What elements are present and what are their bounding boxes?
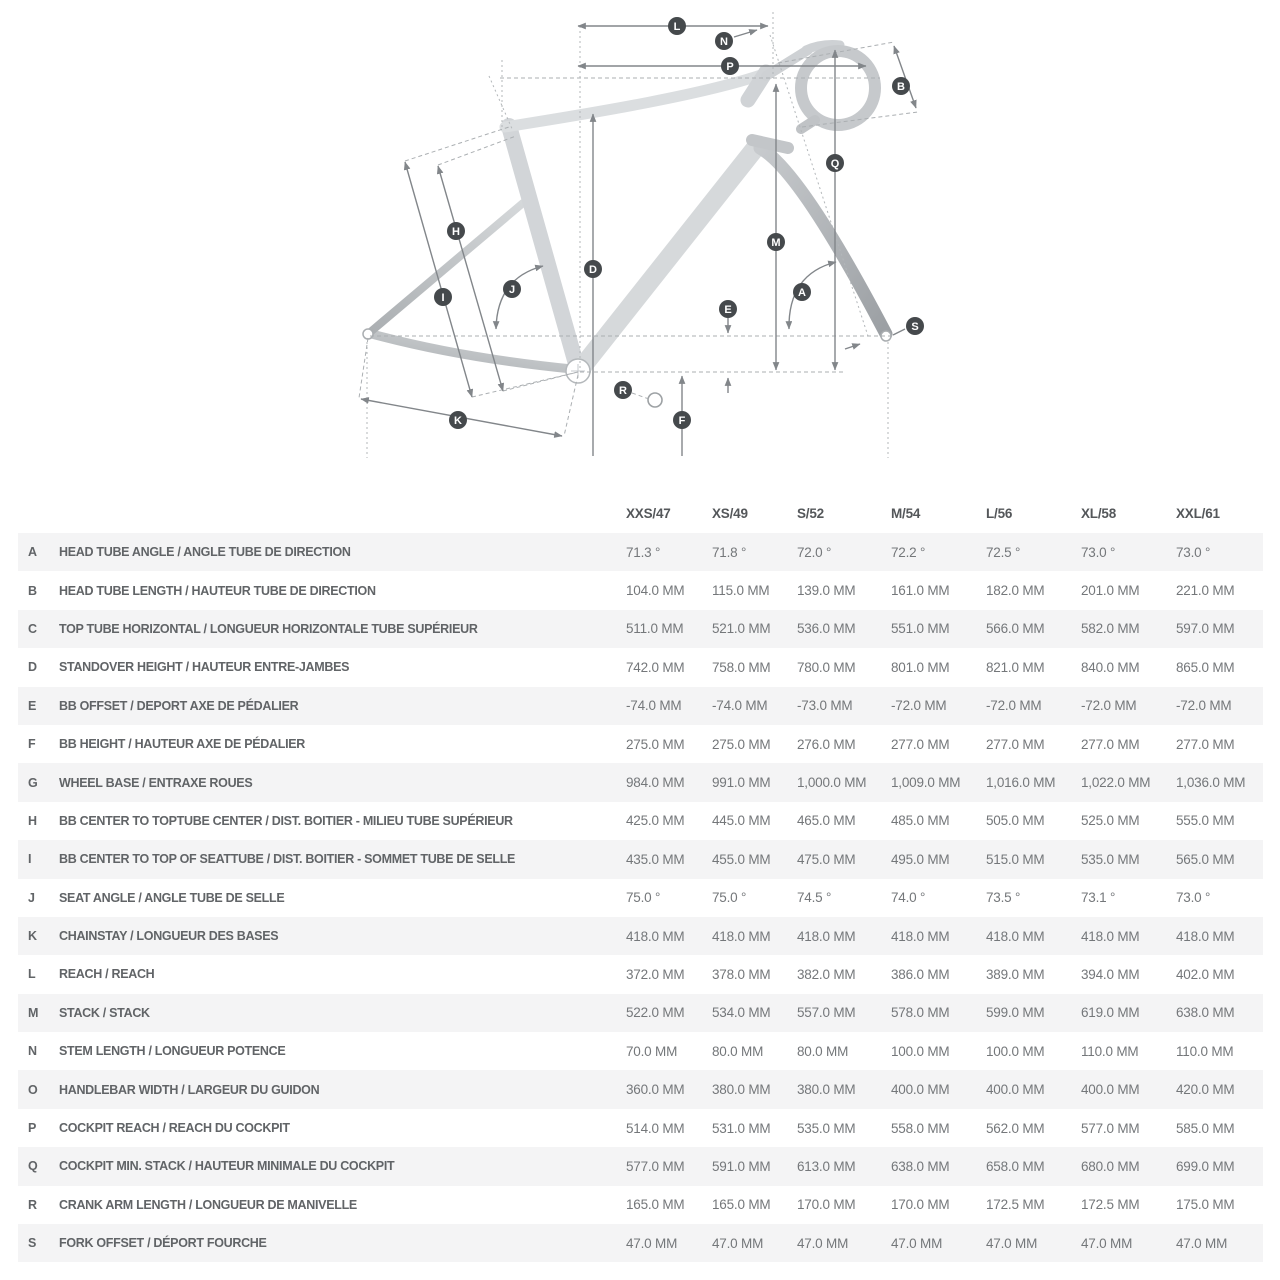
row-letter: P — [28, 1121, 37, 1136]
value-cell: 840.0 MM — [1081, 659, 1140, 675]
column-header-xxs-47: XXS/47 — [626, 506, 671, 521]
marker-letter: F — [678, 415, 686, 427]
marker-letter: M — [771, 237, 781, 249]
value-cell: 275.0 MM — [712, 736, 771, 752]
value-cell: 382.0 MM — [797, 966, 856, 982]
value-cell: 47.0 MM — [712, 1235, 764, 1251]
value-cell: 73.1 ° — [1081, 890, 1116, 906]
value-cell: 638.0 MM — [891, 1158, 950, 1174]
top-tube — [505, 74, 764, 127]
value-cell: 47.0 MM — [797, 1235, 849, 1251]
marker-badge-s — [906, 317, 924, 335]
table-row-n — [18, 1032, 1263, 1070]
marker-letter: K — [454, 415, 462, 427]
row-letter: K — [28, 929, 37, 944]
value-cell: 72.5 ° — [986, 544, 1021, 560]
value-cell: -72.0 MM — [986, 698, 1042, 714]
value-cell: 74.5 ° — [797, 890, 832, 906]
value-cell: 277.0 MM — [1176, 736, 1235, 752]
row-letter: E — [28, 698, 37, 713]
table-row-r — [18, 1186, 1263, 1224]
marker-letter: N — [720, 36, 728, 48]
value-cell: 485.0 MM — [891, 813, 950, 829]
value-cell: 47.0 MM — [986, 1235, 1038, 1251]
value-cell: 277.0 MM — [891, 736, 950, 752]
value-cell: 613.0 MM — [797, 1158, 856, 1174]
row-label: HANDLEBAR WIDTH / LARGEUR DU GUIDON — [59, 1082, 320, 1097]
marker-badges — [434, 17, 924, 429]
row-letter: M — [28, 1005, 39, 1020]
value-cell: 360.0 MM — [626, 1082, 685, 1098]
value-cell: 1,022.0 MM — [1081, 775, 1151, 791]
row-letter: O — [28, 1082, 38, 1097]
value-cell: 591.0 MM — [712, 1158, 771, 1174]
marker-letter: J — [508, 284, 516, 296]
value-cell: 551.0 MM — [891, 621, 950, 637]
value-cell: 74.0 ° — [891, 890, 926, 906]
table-row-g — [18, 763, 1263, 801]
marker-badge-p — [721, 57, 739, 75]
row-label: STEM LENGTH / LONGUEUR POTENCE — [59, 1044, 286, 1059]
marker-letter: I — [441, 292, 445, 304]
value-cell: 80.0 MM — [797, 1043, 849, 1059]
value-cell: 758.0 MM — [712, 659, 771, 675]
row-letter: J — [28, 890, 35, 905]
value-cell: 72.2 ° — [891, 544, 926, 560]
value-cell: 170.0 MM — [891, 1197, 950, 1213]
value-cell: 418.0 MM — [797, 928, 856, 944]
leader-line-S — [893, 329, 905, 335]
value-cell: 170.0 MM — [797, 1197, 856, 1213]
marker-letter: R — [619, 385, 627, 397]
value-cell: -74.0 MM — [626, 698, 682, 714]
marker-letter: D — [589, 264, 597, 276]
chainstay-tube — [368, 333, 572, 369]
value-cell: 418.0 MM — [1176, 928, 1235, 944]
row-letter: N — [28, 1044, 37, 1059]
value-cell: 182.0 MM — [986, 583, 1045, 599]
value-cell: 511.0 MM — [626, 621, 684, 637]
value-cell: 597.0 MM — [1176, 621, 1235, 637]
value-cell: 557.0 MM — [797, 1005, 856, 1021]
value-cell: 535.0 MM — [797, 1120, 856, 1136]
marker-badge-b — [892, 77, 910, 95]
value-cell: 742.0 MM — [626, 659, 685, 675]
marker-letter: B — [897, 81, 905, 93]
marker-letter: P — [726, 61, 734, 73]
value-cell: -72.0 MM — [1081, 698, 1137, 714]
row-letter: I — [28, 852, 32, 867]
value-cell: 821.0 MM — [986, 659, 1045, 675]
marker-badge-e — [719, 300, 737, 318]
marker-badge-j — [503, 280, 521, 298]
header-spacer-letter — [18, 494, 59, 533]
value-cell: 47.0 MM — [1176, 1235, 1228, 1251]
value-cell: 577.0 MM — [626, 1158, 685, 1174]
value-cell: 582.0 MM — [1081, 621, 1140, 637]
table-row-c — [18, 610, 1263, 648]
value-cell: 201.0 MM — [1081, 583, 1140, 599]
row-label: COCKPIT MIN. STACK / HAUTEUR MINIMALE DU COCKPIT — [59, 1159, 395, 1174]
value-cell: 276.0 MM — [797, 736, 856, 752]
table-row-j — [18, 879, 1263, 917]
row-label: WHEEL BASE / ENTRAXE ROUES — [59, 775, 253, 790]
value-cell: 420.0 MM — [1176, 1082, 1235, 1098]
value-cell: 47.0 MM — [891, 1235, 943, 1251]
measure-line-B — [894, 46, 916, 108]
value-cell: 445.0 MM — [712, 813, 771, 829]
table-row-p — [18, 1109, 1263, 1147]
row-label: STACK / STACK — [59, 1005, 150, 1020]
value-cell: 495.0 MM — [891, 851, 950, 867]
value-cell: 619.0 MM — [1081, 1005, 1140, 1021]
value-cell: 47.0 MM — [1081, 1235, 1133, 1251]
value-cell: 139.0 MM — [797, 583, 856, 599]
row-letter: B — [28, 583, 37, 598]
marker-badge-n — [715, 32, 733, 50]
value-cell: 565.0 MM — [1176, 851, 1235, 867]
marker-badge-a — [793, 283, 811, 301]
marker-letter: Q — [830, 158, 840, 170]
pedal-axle-circle — [648, 393, 662, 407]
value-cell: 110.0 MM — [1081, 1043, 1139, 1059]
value-cell: 535.0 MM — [1081, 851, 1140, 867]
value-cell: 380.0 MM — [712, 1082, 771, 1098]
value-cell: 172.5 MM — [986, 1197, 1045, 1213]
value-cell: 418.0 MM — [986, 928, 1045, 944]
header-spacer-desc — [59, 494, 626, 533]
row-label: BB CENTER TO TOPTUBE CENTER / DIST. BOITIER - MILIEU TUBE SUPÉRIEUR — [59, 813, 513, 828]
table-row-d — [18, 648, 1263, 686]
row-label: CHAINSTAY / LONGUEUR DES BASES — [59, 929, 279, 944]
table-row-q — [18, 1147, 1263, 1185]
marker-badge-l — [668, 17, 686, 35]
value-cell: 100.0 MM — [891, 1043, 950, 1059]
value-cell: 534.0 MM — [712, 1005, 771, 1021]
value-cell: 402.0 MM — [1176, 966, 1235, 982]
table-row-m — [18, 994, 1263, 1032]
value-cell: 80.0 MM — [712, 1043, 764, 1059]
value-cell: -72.0 MM — [1176, 698, 1232, 714]
value-cell: 1,000.0 MM — [797, 775, 867, 791]
value-cell: 277.0 MM — [986, 736, 1045, 752]
table-row-l — [18, 955, 1263, 993]
table-row-h — [18, 802, 1263, 840]
marker-badge-d — [584, 260, 602, 278]
value-cell: 70.0 MM — [626, 1043, 678, 1059]
measure-arc-J — [496, 266, 543, 329]
row-letter: Q — [28, 1159, 38, 1174]
row-letter: G — [28, 775, 38, 790]
value-cell: 400.0 MM — [891, 1082, 950, 1098]
value-cell: 1,009.0 MM — [891, 775, 961, 791]
value-cell: 172.5 MM — [1081, 1197, 1140, 1213]
frame-diagram-svg — [0, 0, 1280, 478]
value-cell: 566.0 MM — [986, 621, 1045, 637]
row-label: TOP TUBE HORIZONTAL / LONGUEUR HORIZONTALE TUBE SUPÉRIEUR — [59, 621, 478, 636]
value-cell: 505.0 MM — [986, 813, 1045, 829]
value-cell: 536.0 MM — [797, 621, 856, 637]
value-cell: 73.0 ° — [1176, 890, 1211, 906]
bike-frame-art — [363, 45, 891, 407]
size-header-row — [18, 494, 1263, 533]
row-label: HEAD TUBE LENGTH / HAUTEUR TUBE DE DIRECTION — [59, 583, 376, 598]
row-letter: C — [28, 621, 37, 636]
marker-letter: S — [911, 321, 919, 333]
value-cell: 475.0 MM — [797, 851, 856, 867]
geometry-table — [18, 494, 1263, 1262]
value-cell: 522.0 MM — [626, 1005, 685, 1021]
value-cell: 780.0 MM — [797, 659, 856, 675]
value-cell: 1,016.0 MM — [986, 775, 1056, 791]
value-cell: 389.0 MM — [986, 966, 1045, 982]
row-letter: A — [28, 545, 37, 560]
value-cell: 418.0 MM — [712, 928, 771, 944]
seat-tube — [509, 126, 578, 371]
value-cell: 578.0 MM — [891, 1005, 950, 1021]
table-row-f — [18, 725, 1263, 763]
value-cell: 175.0 MM — [1176, 1197, 1235, 1213]
value-cell: 418.0 MM — [626, 928, 685, 944]
column-header-xs-49: XS/49 — [712, 506, 748, 521]
row-label: HEAD TUBE ANGLE / ANGLE TUBE DE DIRECTION — [59, 545, 351, 560]
marker-badge-m — [767, 233, 785, 251]
value-cell: 435.0 MM — [626, 851, 685, 867]
value-cell: 531.0 MM — [712, 1120, 771, 1136]
value-cell: 378.0 MM — [712, 966, 771, 982]
marker-badge-k — [449, 411, 467, 429]
value-cell: 455.0 MM — [712, 851, 771, 867]
column-header-xl-58: XL/58 — [1081, 506, 1117, 521]
value-cell: 680.0 MM — [1081, 1158, 1140, 1174]
marker-badge-r — [614, 381, 632, 399]
value-cell: 1,036.0 MM — [1176, 775, 1246, 791]
value-cell: 515.0 MM — [986, 851, 1045, 867]
row-letter: R — [28, 1197, 37, 1212]
row-label: SEAT ANGLE / ANGLE TUBE DE SELLE — [59, 890, 285, 905]
down-tube — [579, 146, 757, 371]
value-cell: 110.0 MM — [1176, 1043, 1234, 1059]
row-label: BB OFFSET / DEPORT AXE DE PÉDALIER — [59, 698, 299, 713]
value-cell: 275.0 MM — [626, 736, 685, 752]
value-cell: 555.0 MM — [1176, 813, 1235, 829]
value-cell: 400.0 MM — [1081, 1082, 1140, 1098]
row-letter: S — [28, 1236, 37, 1251]
row-letter: D — [28, 660, 37, 675]
value-cell: 425.0 MM — [626, 813, 685, 829]
marker-badge-i — [434, 288, 452, 306]
value-cell: 75.0 ° — [712, 890, 747, 906]
row-label: REACH / REACH — [59, 967, 155, 982]
value-cell: 372.0 MM — [626, 966, 685, 982]
value-cell: 418.0 MM — [891, 928, 950, 944]
value-cell: -74.0 MM — [712, 698, 768, 714]
value-cell: 165.0 MM — [712, 1197, 771, 1213]
value-cell: 585.0 MM — [1176, 1120, 1235, 1136]
row-label: FORK OFFSET / DÉPORT FOURCHE — [59, 1236, 267, 1251]
value-cell: 73.0 ° — [1176, 544, 1211, 560]
table-row-s — [18, 1224, 1263, 1262]
row-label: BB CENTER TO TOP OF SEATTUBE / DIST. BOITIER - SOMMET TUBE DE SELLE — [59, 852, 516, 867]
value-cell: 394.0 MM — [1081, 966, 1140, 982]
handlebar-end — [801, 120, 815, 129]
row-letter: F — [28, 737, 36, 752]
value-cell: 562.0 MM — [986, 1120, 1045, 1136]
value-cell: 47.0 MM — [626, 1235, 678, 1251]
value-cell: 865.0 MM — [1176, 659, 1235, 675]
value-cell: 558.0 MM — [891, 1120, 950, 1136]
value-cell: 991.0 MM — [712, 775, 771, 791]
value-cell: 801.0 MM — [891, 659, 950, 675]
table-row-i — [18, 840, 1263, 878]
value-cell: 699.0 MM — [1176, 1158, 1235, 1174]
column-header-s-52: S/52 — [797, 506, 824, 521]
value-cell: 221.0 MM — [1176, 583, 1235, 599]
measure-line-N — [734, 30, 757, 37]
value-cell: 115.0 MM — [712, 583, 770, 599]
value-cell: 400.0 MM — [986, 1082, 1045, 1098]
value-cell: 72.0 ° — [797, 544, 832, 560]
value-cell: 418.0 MM — [1081, 928, 1140, 944]
row-label: BB HEIGHT / HAUTEUR AXE DE PÉDALIER — [59, 737, 306, 752]
handlebar-drop-loop — [801, 51, 875, 125]
value-cell: 380.0 MM — [797, 1082, 856, 1098]
value-cell: 73.5 ° — [986, 890, 1021, 906]
value-cell: 514.0 MM — [626, 1120, 685, 1136]
value-cell: 521.0 MM — [712, 621, 771, 637]
value-cell: 525.0 MM — [1081, 813, 1140, 829]
value-cell: 599.0 MM — [986, 1005, 1045, 1021]
value-cell: 161.0 MM — [891, 583, 950, 599]
marker-letter: H — [452, 226, 460, 238]
value-cell: 104.0 MM — [626, 583, 685, 599]
column-header-l-56: L/56 — [986, 506, 1013, 521]
column-header-m-54: M/54 — [891, 506, 921, 521]
rear-dropout-circle — [363, 329, 373, 339]
value-cell: 277.0 MM — [1081, 736, 1140, 752]
row-letter: H — [28, 813, 37, 828]
measure-arrow-S — [845, 344, 860, 349]
value-cell: 165.0 MM — [626, 1197, 685, 1213]
row-label: STANDOVER HEIGHT / HAUTEUR ENTRE-JAMBES — [59, 660, 350, 675]
value-cell: 100.0 MM — [986, 1043, 1045, 1059]
value-cell: 638.0 MM — [1176, 1005, 1235, 1021]
value-cell: 75.0 ° — [626, 890, 661, 906]
marker-badge-h — [447, 222, 465, 240]
value-cell: 577.0 MM — [1081, 1120, 1140, 1136]
marker-badge-q — [826, 154, 844, 172]
value-cell: -73.0 MM — [797, 698, 853, 714]
table-row-o — [18, 1070, 1263, 1108]
value-cell: 71.8 ° — [712, 544, 747, 560]
seatstay-tube — [368, 203, 523, 334]
bike-geometry-diagram — [0, 0, 1280, 478]
row-letter: L — [28, 967, 36, 982]
row-label: COCKPIT REACH / REACH DU COCKPIT — [59, 1121, 290, 1136]
table-row-a — [18, 533, 1263, 571]
value-cell: 73.0 ° — [1081, 544, 1116, 560]
value-cell: -72.0 MM — [891, 698, 947, 714]
marker-badge-f — [673, 411, 691, 429]
table-row-k — [18, 917, 1263, 955]
marker-letter: A — [798, 287, 806, 299]
marker-letter: E — [724, 304, 732, 316]
table-row-b — [18, 571, 1263, 609]
value-cell: 465.0 MM — [797, 813, 856, 829]
row-label: CRANK ARM LENGTH / LONGUEUR DE MANIVELLE — [59, 1197, 357, 1212]
marker-letter: L — [673, 21, 681, 33]
table-row-e — [18, 687, 1263, 725]
value-cell: 984.0 MM — [626, 775, 685, 791]
value-cell: 386.0 MM — [891, 966, 950, 982]
value-cell: 71.3 ° — [626, 544, 661, 560]
measure-line-I — [405, 162, 472, 397]
value-cell: 658.0 MM — [986, 1158, 1045, 1174]
fork-crown — [752, 140, 788, 148]
column-header-xxl-61: XXL/61 — [1176, 506, 1220, 521]
